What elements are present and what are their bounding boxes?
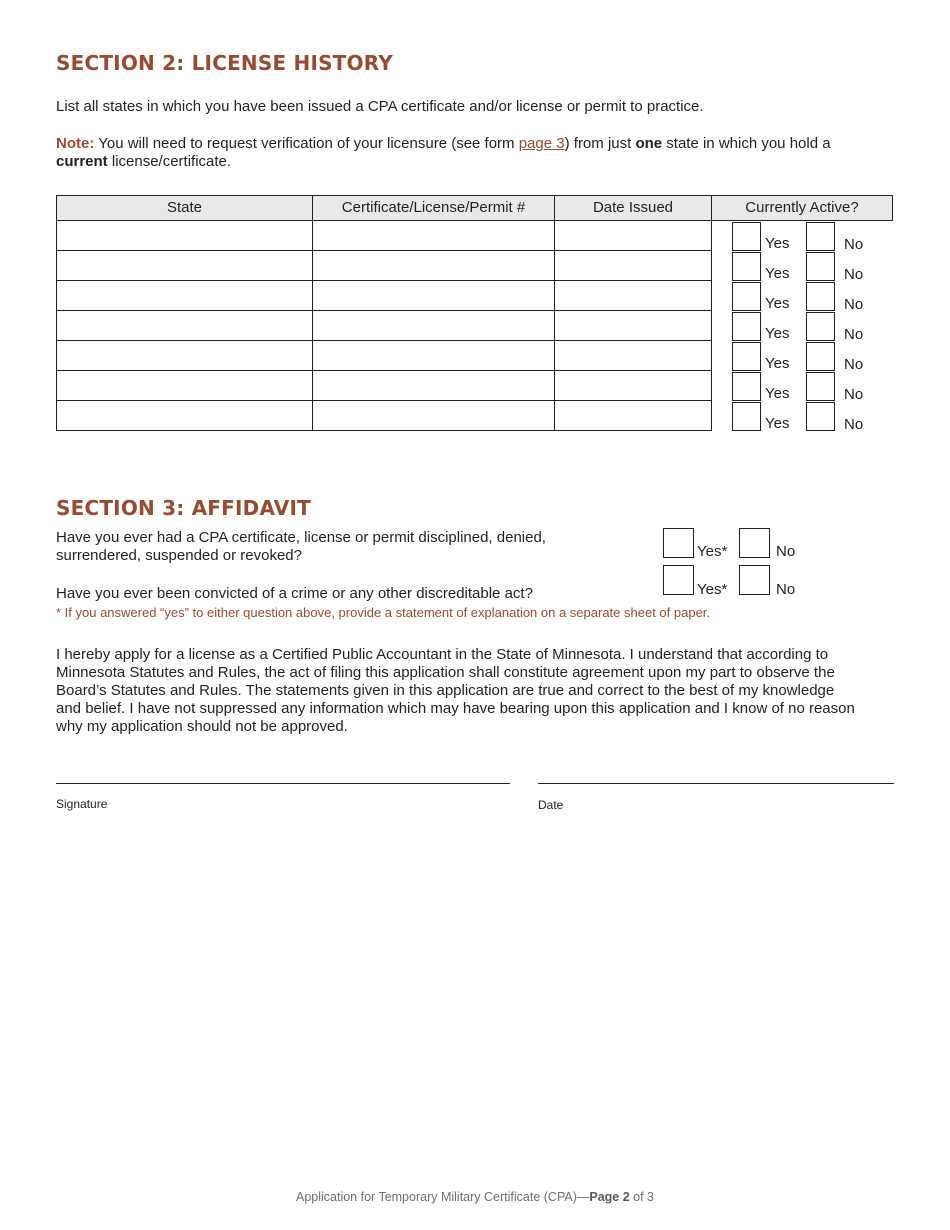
date-label: Date <box>538 798 564 812</box>
question-1-line-1: Have you ever had a CPA certificate, license or permit disciplined, denied, <box>56 529 546 546</box>
active-no-checkbox[interactable] <box>806 372 835 401</box>
state-cell[interactable] <box>57 401 313 431</box>
note-text: ) from just <box>564 135 636 152</box>
active-yes-label: Yes <box>765 415 790 432</box>
certificate-number-cell[interactable] <box>313 401 555 431</box>
active-yes-checkbox[interactable] <box>732 402 761 431</box>
state-cell[interactable] <box>57 371 313 401</box>
affidavit-line: why my application should not be approved. <box>56 718 348 735</box>
date-issued-cell[interactable] <box>555 371 712 401</box>
state-cell[interactable] <box>57 341 313 371</box>
active-yes-label: Yes <box>765 295 790 312</box>
active-no-label: No <box>844 266 864 283</box>
q1-no-checkbox[interactable] <box>739 528 770 558</box>
footer-page-number: Page 2 <box>589 1190 630 1204</box>
affidavit-statement <box>56 646 906 736</box>
header-currently-active: Currently Active? <box>712 196 893 221</box>
certificate-number-cell[interactable] <box>313 221 555 251</box>
state-cell[interactable] <box>57 281 313 311</box>
date-issued-cell[interactable] <box>555 251 712 281</box>
active-yes-label: Yes <box>765 325 790 342</box>
affidavit-line: Minnesota Statutes and Rules, the act of filing this application shall constitute agreement upon my part to observe the <box>56 664 835 681</box>
active-no-checkbox[interactable] <box>806 402 835 431</box>
active-no-label: No <box>844 386 864 403</box>
question-2: Have you ever been convicted of a crime or any other discreditable act? <box>56 585 533 602</box>
active-no-checkbox[interactable] <box>806 282 835 311</box>
active-yes-label: Yes <box>765 265 790 282</box>
signature-line[interactable] <box>56 783 510 784</box>
active-no-label: No <box>844 416 864 433</box>
q2-no-label: No <box>776 581 796 598</box>
active-yes-checkbox[interactable] <box>732 252 761 281</box>
certificate-number-cell[interactable] <box>313 341 555 371</box>
state-cell[interactable] <box>57 251 313 281</box>
active-yes-checkbox[interactable] <box>732 222 761 251</box>
affidavit-line: I hereby apply for a license as a Certified Public Accountant in the State of Minnesota. I understand that according to <box>56 646 829 663</box>
header-date-issued: Date Issued <box>555 196 712 221</box>
affidavit-line: and belief. I have not suppressed any information which may have bearing upon this application and I know of no reason <box>56 700 855 717</box>
active-no-checkbox[interactable] <box>806 312 835 341</box>
date-issued-cell[interactable] <box>555 401 712 431</box>
q1-no-label: No <box>776 543 796 560</box>
certificate-number-cell[interactable] <box>313 251 555 281</box>
signature-label: Signature <box>56 797 108 811</box>
section-3-title: SECTION 3: AFFIDAVIT <box>56 496 311 520</box>
table-header-row <box>57 196 893 221</box>
state-cell[interactable] <box>57 221 313 251</box>
q1-yes-label: Yes* <box>697 543 728 560</box>
active-no-checkbox[interactable] <box>806 252 835 281</box>
footer-page-total: of 3 <box>629 1190 654 1204</box>
active-no-label: No <box>844 296 864 313</box>
q2-yes-label: Yes* <box>697 581 728 598</box>
note-text: You will need to request verification of your licensure (see form <box>94 135 519 152</box>
active-yes-label: Yes <box>765 355 790 372</box>
active-no-label: No <box>844 236 864 253</box>
active-no-checkbox[interactable] <box>806 342 835 371</box>
affidavit-line: Board’s Statutes and Rules. The statements given in this application are true and correct to the best of my knowledge <box>56 682 835 699</box>
date-line[interactable] <box>538 783 894 784</box>
header-certificate-number: Certificate/License/Permit # <box>313 196 555 221</box>
note-label: Note: <box>56 135 95 152</box>
section-2-title: SECTION 2: LICENSE HISTORY <box>56 51 393 75</box>
state-cell[interactable] <box>57 311 313 341</box>
active-yes-checkbox[interactable] <box>732 312 761 341</box>
date-issued-cell[interactable] <box>555 341 712 371</box>
certificate-number-cell[interactable] <box>313 311 555 341</box>
q2-no-checkbox[interactable] <box>739 565 770 595</box>
active-yes-label: Yes <box>765 385 790 402</box>
active-no-checkbox[interactable] <box>806 222 835 251</box>
note-bold-one: one <box>635 135 663 152</box>
section-2-note <box>56 135 896 171</box>
q1-yes-checkbox[interactable] <box>663 528 694 558</box>
certificate-number-cell[interactable] <box>313 281 555 311</box>
date-issued-cell[interactable] <box>555 281 712 311</box>
active-no-label: No <box>844 326 864 343</box>
date-issued-cell[interactable] <box>555 311 712 341</box>
yes-answer-footnote: * If you answered “yes” to either question above, provide a statement of explanation on a separate sheet of paper. <box>56 605 711 620</box>
note-bold-current: current <box>56 153 108 170</box>
q2-yes-checkbox[interactable] <box>663 565 694 595</box>
section-2-instruction: List all states in which you have been issued a CPA certificate and/or license or permit to practice. <box>56 98 704 115</box>
page-footer <box>0 1190 950 1204</box>
active-yes-label: Yes <box>765 235 790 252</box>
certificate-number-cell[interactable] <box>313 371 555 401</box>
active-no-label: No <box>844 356 864 373</box>
active-yes-checkbox[interactable] <box>732 372 761 401</box>
question-1-line-2: surrendered, suspended or revoked? <box>56 547 302 564</box>
active-yes-checkbox[interactable] <box>732 342 761 371</box>
footer-title: Application for Temporary Military Certificate (CPA)— <box>295 1190 590 1204</box>
active-yes-checkbox[interactable] <box>732 282 761 311</box>
page-3-link[interactable]: page 3 <box>518 135 565 152</box>
note-text: state in which you hold a <box>662 135 831 152</box>
date-issued-cell[interactable] <box>555 221 712 251</box>
header-state: State <box>57 196 313 221</box>
note-text: license/certificate. <box>107 153 232 170</box>
